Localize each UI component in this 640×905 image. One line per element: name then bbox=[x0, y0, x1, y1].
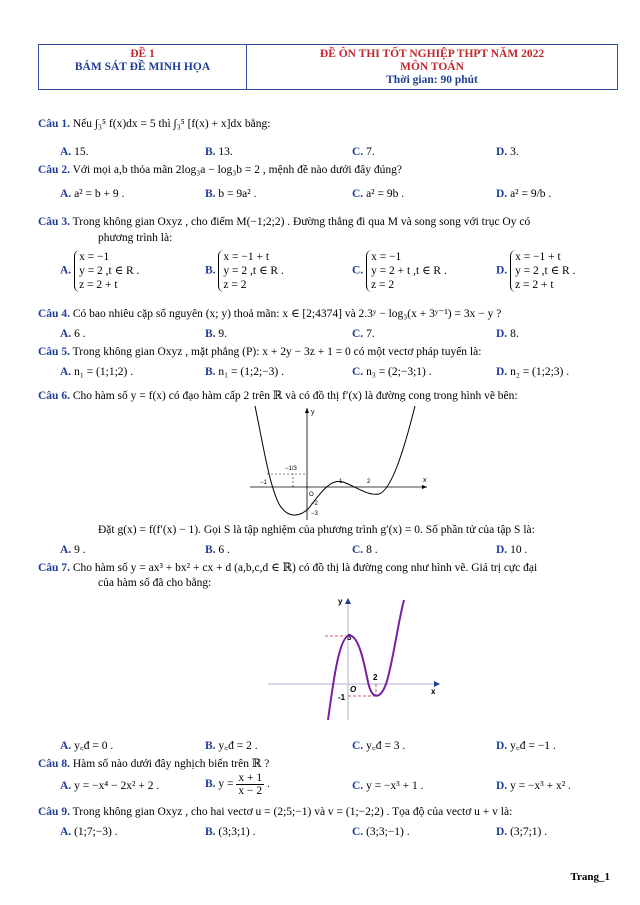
q2-option-c[interactable]: C. a² = 9b . bbox=[352, 188, 405, 200]
q7-option-b[interactable]: B. y꜀đ = 2 . bbox=[205, 740, 258, 752]
q8-option-d[interactable]: D. y = −x³ + x² . bbox=[496, 780, 571, 792]
question-7: Câu 7. Cho hàm số y = ax³ + bx² + cx + d (a,b,c,d ∈ ℝ) có đồ thị là đường cong như hình vẽ. Giá trị cực đại bbox=[38, 562, 538, 574]
tick-neg-third: −1/3 bbox=[285, 466, 297, 472]
subject: MÔN TOÁN bbox=[400, 61, 464, 73]
y-axis-label: y bbox=[338, 597, 343, 606]
q9-option-a[interactable]: A. (1;7;−3) . bbox=[60, 826, 118, 838]
q9-option-c[interactable]: C. (3;3;−1) . bbox=[352, 826, 410, 838]
tick-neg1: −1 bbox=[260, 480, 267, 486]
q2-option-b[interactable]: B. b = 9a² . bbox=[205, 188, 257, 200]
q4-option-c[interactable]: C. 7. bbox=[352, 328, 375, 340]
q1-option-b[interactable]: B. 13. bbox=[205, 146, 233, 158]
q5-option-a[interactable]: A. n₁ = (1;1;2) . bbox=[60, 366, 134, 378]
q6-option-d[interactable]: D. 10 . bbox=[496, 544, 528, 556]
q8-option-c[interactable]: C. y = −x³ + 1 . bbox=[352, 780, 424, 792]
q8-option-b[interactable]: B. y = $\frac{x + 1}{x - 2}$ . bbox=[205, 772, 270, 797]
exam-number: ĐỀ 1 bbox=[130, 48, 155, 60]
q7-option-d[interactable]: D. y꜀đ = −1 . bbox=[496, 740, 556, 752]
q2-option-a[interactable]: A. a² = b + 9 . bbox=[60, 188, 125, 200]
page-number: Trang_1 bbox=[570, 871, 610, 883]
question-7-cont: của hàm số đã cho bằng: bbox=[98, 577, 212, 589]
q4-option-a[interactable]: A. 6 . bbox=[60, 328, 86, 340]
q7-option-c[interactable]: C. y꜀đ = 3 . bbox=[352, 740, 406, 752]
question-2: Câu 2. Với mọi a,b thỏa mãn 2log₃a − log₃b = 2 , mệnh đề nào dưới đây đúng? bbox=[38, 164, 403, 176]
q2-option-d[interactable]: D. a² = 9/b . bbox=[496, 188, 552, 200]
q6-option-a[interactable]: A. 9 . bbox=[60, 544, 86, 556]
q5-option-d[interactable]: D. n₂ = (1;2;3) . bbox=[496, 366, 570, 378]
question-6-cont: Đặt g(x) = f(f′(x) − 1). Gọi S là tập nghiệm của phương trình g′(x) = 0. Số phần tử của tập S là: bbox=[98, 524, 535, 536]
x-axis-label: x bbox=[423, 477, 427, 484]
min-x-label: 2 bbox=[373, 673, 378, 682]
q6-option-c[interactable]: C. 8 . bbox=[352, 544, 378, 556]
neg1-label: -1 bbox=[338, 693, 346, 702]
x-axis-label: x bbox=[431, 687, 436, 696]
exam-title: ĐỀ ÔN THI TỐT NGHIỆP THPT NĂM 2022 bbox=[319, 48, 545, 60]
question-1: Câu 1. Nếu ∫₃⁵ f(x)dx = 5 thì ∫₃⁵ [f(x) + x]dx bằng: bbox=[38, 118, 271, 130]
tick-1: 1 bbox=[339, 479, 343, 485]
y-axis-label: y bbox=[311, 409, 315, 416]
q7-cubic-graph bbox=[268, 592, 448, 722]
tick-2: 2 bbox=[367, 479, 371, 485]
q7-option-a[interactable]: A. y꜀đ = 0 . bbox=[60, 740, 114, 752]
header-left bbox=[39, 45, 247, 89]
header-box bbox=[38, 44, 618, 90]
tick-neg2: −2 bbox=[311, 501, 318, 507]
q4-option-b[interactable]: B. 9. bbox=[205, 328, 228, 340]
question-6: Câu 6. Cho hàm số y = f(x) có đạo hàm cấp 2 trên ℝ và có đồ thị f′(x) là đường cong trong hình vẽ bên: bbox=[38, 390, 518, 402]
q5-option-b[interactable]: B. n₁ = (1;2;−3) . bbox=[205, 366, 284, 378]
question-4: Câu 4. Có bao nhiêu cặp số nguyên (x; y) thoả mãn: x ∈ [2;4374] và 2.3ʸ − log₃(x + 3ʸ⁻¹) = 3x − y ? bbox=[38, 308, 502, 320]
cubic-curve bbox=[328, 600, 404, 720]
q9-option-b[interactable]: B. (3;3;1) . bbox=[205, 826, 256, 838]
origin-label: O bbox=[350, 685, 357, 694]
q1-option-a[interactable]: A. 15. bbox=[60, 146, 89, 158]
q3-option-d[interactable]: D. x = −1 + t y = 2 ,t ∈ R . z = 2 + t bbox=[496, 251, 576, 291]
q9-option-d[interactable]: D. (3;7;1) . bbox=[496, 826, 548, 838]
question-3-cont: phương trình là: bbox=[98, 232, 173, 244]
question-8: Câu 8. Hàm số nào dưới đây nghịch biến trên ℝ ? bbox=[38, 758, 270, 770]
question-9: Câu 9. Trong không gian Oxyz , cho hai vectơ u = (2;5;−1) và v = (1;−2;2) . Tọa độ của vectơ u + v là: bbox=[38, 806, 513, 818]
q3-option-c[interactable]: C. x = −1 y = 2 + t ,t ∈ R . z = 2 bbox=[352, 251, 447, 291]
q1-option-d[interactable]: D. 3. bbox=[496, 146, 519, 158]
q3-option-b[interactable]: B. x = −1 + t y = 2 ,t ∈ R . z = 2 bbox=[205, 251, 284, 291]
header-right bbox=[247, 45, 617, 89]
max-label: 3 bbox=[347, 633, 352, 642]
origin-label: O bbox=[309, 492, 314, 498]
duration: Thời gian: 90 phút bbox=[386, 74, 478, 86]
derivative-curve bbox=[255, 406, 415, 515]
question-3: Câu 3. Trong không gian Oxyz , cho điểm M(−1;2;2) . Đường thẳng đi qua M và song song với trục Oy có bbox=[38, 216, 531, 228]
q1-option-c[interactable]: C. 7. bbox=[352, 146, 375, 158]
exam-subtitle: BÁM SÁT ĐỀ MINH HỌA bbox=[74, 61, 211, 73]
q3-option-a[interactable]: A. x = −1 y = 2 ,t ∈ R . z = 2 + t bbox=[60, 251, 140, 291]
q6-derivative-graph bbox=[245, 404, 435, 524]
tick-neg3: −3 bbox=[311, 511, 318, 517]
question-5: Câu 5. Trong không gian Oxyz , mặt phẳng (P): x + 2y − 3z + 1 = 0 có một vectơ pháp tuyến là: bbox=[38, 346, 482, 358]
q8-option-a[interactable]: A. y = −x⁴ − 2x² + 2 . bbox=[60, 780, 160, 792]
q6-option-b[interactable]: B. 6 . bbox=[205, 544, 230, 556]
q5-option-c[interactable]: C. n₃ = (2;−3;1) . bbox=[352, 366, 432, 378]
q4-option-d[interactable]: D. 8. bbox=[496, 328, 519, 340]
